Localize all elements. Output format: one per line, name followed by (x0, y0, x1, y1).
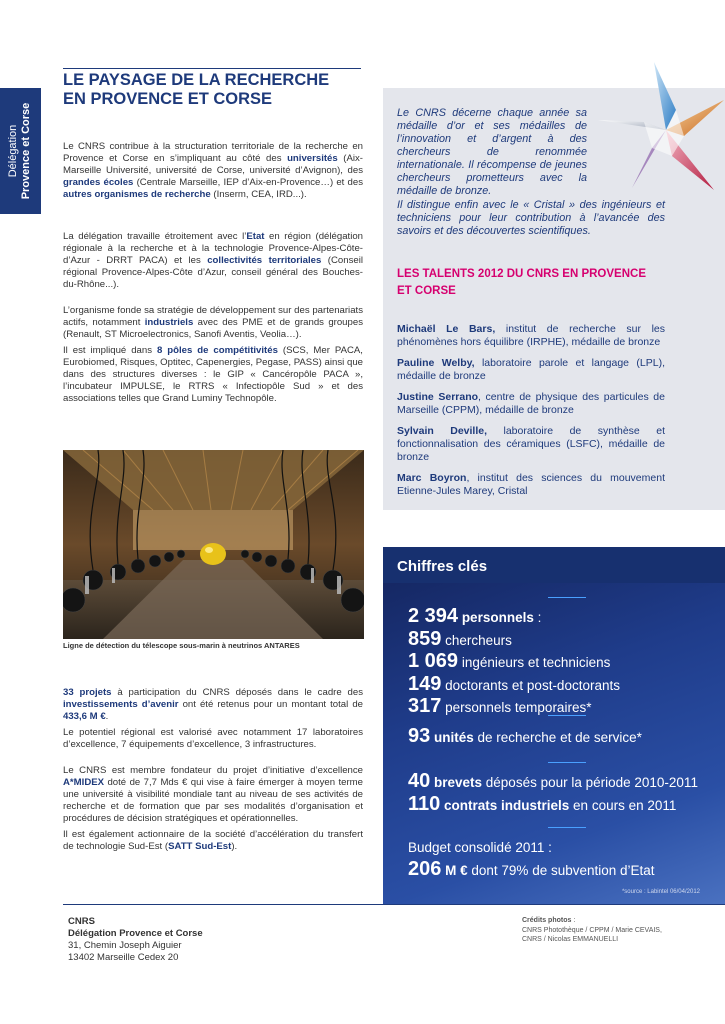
title-rule (63, 68, 361, 69)
title-line-2: EN PROVENCE ET CORSE (63, 90, 273, 108)
figures-divider (548, 715, 586, 716)
intro-section (63, 141, 363, 205)
footer-address (68, 916, 203, 964)
talent-item: Michaël Le Bars, institut de recherche sur les phénomènes hors équilibre (IRPHE), médaille de bronze (397, 323, 665, 348)
figure-line: 2 394 personnels : (408, 605, 542, 627)
talent-item: Justine Serrano, centre de physique des particules de Marseille (CPPM), médaille de bronze (397, 391, 665, 416)
figure-line: 859 chercheurs (408, 627, 512, 650)
sidebar-label (7, 103, 33, 200)
credits-line-1: CNRS Photothèque / CPPM / Marie CEVAIS, (522, 926, 662, 934)
staff-figures (408, 606, 708, 719)
photo-credits: Crédits photos : CNRS Photothèque / CPPM / Marie CEVAIS, CNRS / Nicolas EMMANUELLI (522, 917, 662, 943)
units-figure (408, 726, 708, 749)
figures-divider (548, 762, 586, 763)
talents-heading (397, 266, 667, 300)
figure-line: 93 unités de recherche et de service* (408, 725, 642, 747)
projects-paragraph-1: 33 projets à participation du CNRS déposés dans le cadre des investissements d’avenir ont été retenus pour un montant total de 433,6 M €. (63, 687, 363, 722)
intro-paragraph-1: Le CNRS contribue à la structuration territoriale de la recherche en Provence et Corse en s’impliquant au côté des universités (Aix-Marseille Université, université de Corse, université d’Avignon), des grandes écoles (Centrale Marseille, IEP d’Aix-en-Provence…) et des autres organismes de recherche (Inserm, CEA, IRD...). (63, 141, 363, 200)
intro-paragraph-2: La délégation travaille étroitement avec l’Etat en région (délégation régionale à la recherche et à la technologie Provence-Alpes-Côte-d’Azur - DRRT PACA) et les collectivités territoriales (Conseil régional Provence-Alpes-Côte d’Azur, conseil général des Bouches-du-Rhône...). (63, 231, 363, 290)
figure-line: 1 069 ingénieurs et techniciens (408, 650, 611, 672)
figure-line: 40 brevets déposés pour la période 2010-2011 (408, 770, 698, 792)
key-figures-title: Chiffres clés (397, 558, 488, 575)
projects-paragraph-4: Il est également actionnaire de la société d’accélération du transfert de technologie Sud-Est (SATT Sud-Est). (63, 829, 363, 852)
figures-divider (548, 827, 586, 828)
awards-paragraph-1: Le CNRS décerne chaque année sa médaille d’or et ses médailles de l’innovation et d’argent à des chercheurs de renommée internationale. Il récompense de jeunes chercheurs prometteurs avec la médaille de bronze. (397, 107, 587, 197)
sidebar-tab (0, 88, 41, 214)
budget-figure (408, 838, 708, 881)
talent-item: Marc Boyron, institut des sciences du mouvement Etienne-Jules Marey, Cristal (397, 472, 665, 497)
credits-line-2: CNRS / Nicolas EMMANUELLI (522, 936, 619, 943)
talents-heading-line-2: ET CORSE (397, 285, 456, 297)
photo-caption: Ligne de détection du télescope sous-marin à neutrinos ANTARES (63, 641, 300, 650)
intro-section-3 (63, 305, 363, 409)
intro-paragraph-3: L’organisme fonde sa stratégie de développement sur des partenariats actifs, notamment industriels avec des PME et de grands groupes (Renault, ST Microelectronics, Sanofi Aventis, Veolia…). (63, 305, 363, 340)
intro-paragraph-4: Il est impliqué dans 8 pôles de compétitivités (SCS, Mer PACA, Eurobiomed, Risques, Optitec, Capenergies, Pegase, PASS) ainsi que dans des structures diverses : le GIP « Cancéropôle PACA », l’incubateur IMPULSE, le RTRS « Infectiopôle Sud » et des associations telles que Grand Luminy Technopôle. (63, 345, 363, 404)
footer-street: 31, Chemin Joseph Aiguier (68, 940, 182, 951)
footer-city: 13402 Marseille Cedex 20 (68, 952, 179, 963)
antares-photo-illustration (63, 450, 364, 639)
figure-line: 149 doctorants et post-doctorants (408, 672, 620, 695)
page-title (63, 71, 363, 109)
figure-line: 110 contrats industriels en cours en 2011 (408, 792, 677, 815)
talents-list (397, 323, 665, 506)
sidebar-line-2: Provence et Corse (20, 102, 32, 200)
figure-line: 206 M € dont 79% de subvention d’Etat (408, 857, 655, 880)
credits-label: Crédits photos (522, 917, 572, 924)
figure-line: 317 personnels temporaires* (408, 695, 592, 717)
projects-section (63, 687, 363, 755)
awards-text (397, 107, 665, 239)
talent-item: Sylvain Deville, laboratoire de synthèse et fonctionnalisation des céramiques (LSFC), médaille de bronze (397, 425, 665, 463)
title-line-1: LE PAYSAGE DE LA RECHERCHE (63, 71, 330, 89)
footer-delegation: Délégation Provence et Corse (68, 928, 203, 939)
talent-item: Pauline Welby, laboratoire parole et langage (LPL), médaille de bronze (397, 357, 665, 382)
antares-photo (63, 450, 364, 639)
talents-heading-line-1: LES TALENTS 2012 DU CNRS EN PROVENCE (397, 268, 647, 280)
projects-paragraph-3: Le CNRS est membre fondateur du projet d’initiative d’excellence A*MIDEX doté de 7,7 Mds € qui vise à faire émerger à moyen terme une université à visibilité mondiale tant au niveau de ses activités de recherche et de formation que par ses modalités d’organisation et procédures de décision stratégiques et opérationnelles. (63, 765, 363, 824)
projects-paragraph-2: Le potentiel régional est valorisé avec notamment 17 laboratoires d’excellence, 7 équipements d’excellence, 3 infrastructures. (63, 727, 363, 750)
sidebar-line-1: Délégation (7, 124, 19, 178)
figures-divider (548, 597, 586, 598)
footer-rule (63, 904, 725, 905)
projects-section-2 (63, 765, 363, 857)
intro-section-2 (63, 231, 363, 295)
patents-figures (408, 771, 708, 816)
awards-paragraph-2: Il distingue enfin avec le « Cristal » des ingénieurs et techniciens pour leur contribution à l’avancée des savoirs et des découvertes scientifiques. (397, 199, 665, 237)
footer-org: CNRS (68, 916, 95, 927)
figures-source-note: *source : Labintel 06/04/2012 (621, 889, 700, 895)
budget-label: Budget consolidé 2011 : (408, 840, 552, 855)
